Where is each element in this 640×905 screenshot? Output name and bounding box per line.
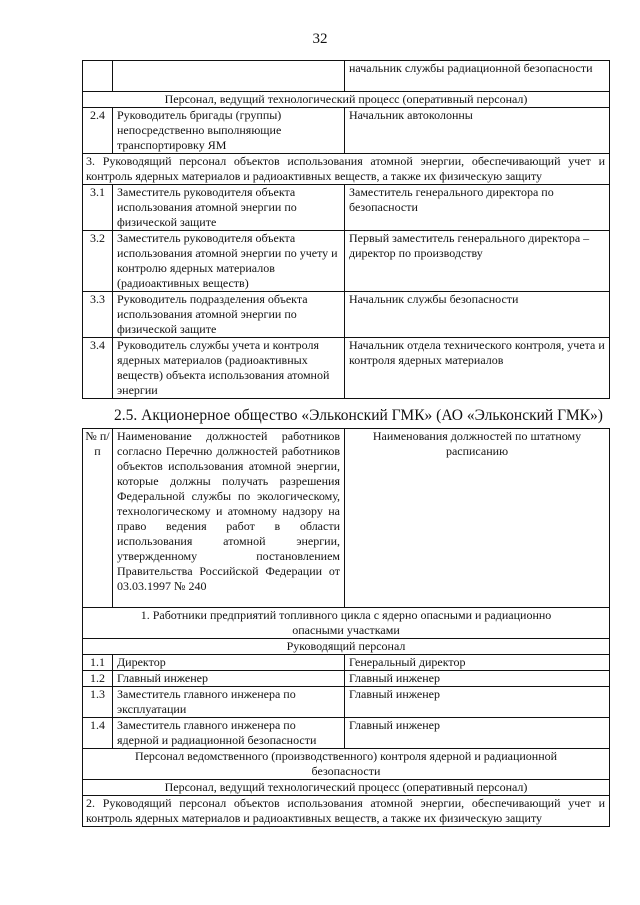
- table-row: [83, 231, 610, 292]
- row-number: 3.2: [83, 231, 113, 292]
- section-1-heading: 1. Работники предприятий топливного цикла с ядерно опасными и радиационно опасными участками: [83, 608, 610, 639]
- table-row: [83, 671, 610, 687]
- position-cell: Главный инженер: [113, 671, 345, 687]
- positions-table-elkon: [82, 428, 610, 827]
- staff-position-cell: начальник службы радиационной безопасности: [345, 61, 610, 92]
- group-header-control: Персонал ведомственного (производственного) контроля ядерной и радиационной безопасности: [83, 749, 610, 780]
- position-cell: Руководитель службы учета и контроля ядерных материалов (радиоактивных веществ) объекта использования атомной энергии: [113, 338, 345, 399]
- staff-position-cell: Заместитель генерального директора по безопасности: [345, 185, 610, 231]
- staff-position-cell: Главный инженер: [345, 718, 610, 749]
- group-header-row: [83, 780, 610, 796]
- row-number: 1.1: [83, 655, 113, 671]
- table-row: [83, 108, 610, 154]
- column-header-number: № п/п: [83, 429, 113, 608]
- table-row: [83, 718, 610, 749]
- position-cell: [113, 61, 345, 92]
- section-row: [83, 608, 610, 639]
- table-row: [83, 687, 610, 718]
- staff-position-cell: Начальник службы безопасности: [345, 292, 610, 338]
- section-2-heading: 2. Руководящий персонал объектов использования атомной энергии, обеспечивающий учет и контроль ядерных материалов и радиоактивных веществ, а также их физическую защиту: [83, 796, 610, 827]
- position-cell: Заместитель руководителя объекта использования атомной энергии по учету и контролю ядерных материалов (радиоактивных веществ): [113, 231, 345, 292]
- row-number: 1.2: [83, 671, 113, 687]
- staff-position-cell: Главный инженер: [345, 687, 610, 718]
- section-row: [83, 796, 610, 827]
- position-cell: Директор: [113, 655, 345, 671]
- positions-table-continued: [82, 60, 610, 399]
- group-header-managers: Руководящий персонал: [83, 639, 610, 655]
- section-3-heading: 3. Руководящий персонал объектов использования атомной энергии, обеспечивающий учет и контроль ядерных материалов и радиоактивных веществ, а также их физическую защиту: [83, 154, 610, 185]
- table-row: [83, 185, 610, 231]
- column-header-staff: Наименования должностей по штатному расписанию: [345, 429, 610, 608]
- table-row: [83, 338, 610, 399]
- column-header-position: Наименование должностей работников согласно Перечню должностей работников объектов использования атомной энергии, которые должны получать разрешения Федеральной службы по экологическому, технологическому и атомному надзору на право ведения работ в области использования атомной энергии, утвержденному постановлением Правительства Российской Федерации от 03.03.1997 № 240: [113, 429, 345, 608]
- group-header-row: [83, 92, 610, 108]
- row-number: 3.3: [83, 292, 113, 338]
- staff-position-cell: Первый заместитель генерального директора – директор по производству: [345, 231, 610, 292]
- position-cell: Руководитель бригады (группы) непосредственно выполняющие транспортировку ЯМ: [113, 108, 345, 154]
- header-row: [83, 429, 610, 608]
- row-number: [83, 61, 113, 92]
- staff-position-cell: Генеральный директор: [345, 655, 610, 671]
- section-row: [83, 154, 610, 185]
- table-row: [83, 292, 610, 338]
- position-cell: Заместитель главного инженера по эксплуатации: [113, 687, 345, 718]
- page-number: 32: [312, 31, 328, 47]
- row-number: 3.1: [83, 185, 113, 231]
- position-cell: Заместитель руководителя объекта использования атомной энергии по физической защите: [113, 185, 345, 231]
- position-cell: Руководитель подразделения объекта использования атомной энергии по физической защите: [113, 292, 345, 338]
- table-row: [83, 655, 610, 671]
- section-title: 2.5. Акционерное общество «Эльконский ГМК» (АО «Эльконский ГМК»): [114, 407, 603, 424]
- group-header-row: [83, 639, 610, 655]
- row-number: 1.4: [83, 718, 113, 749]
- table-row: [83, 61, 610, 92]
- staff-position-cell: Начальник отдела технического контроля, учета и контроля ядерных материалов: [345, 338, 610, 399]
- row-number: 1.3: [83, 687, 113, 718]
- row-number: 2.4: [83, 108, 113, 154]
- staff-position-cell: Начальник автоколонны: [345, 108, 610, 154]
- staff-position-cell: Главный инженер: [345, 671, 610, 687]
- group-header-operative: Персонал, ведущий технологический процесс (оперативный персонал): [83, 780, 610, 796]
- position-cell: Заместитель главного инженера по ядерной и радиационной безопасности: [113, 718, 345, 749]
- row-number: 3.4: [83, 338, 113, 399]
- group-header-operative: Персонал, ведущий технологический процесс (оперативный персонал): [83, 92, 610, 108]
- group-header-row: [83, 749, 610, 780]
